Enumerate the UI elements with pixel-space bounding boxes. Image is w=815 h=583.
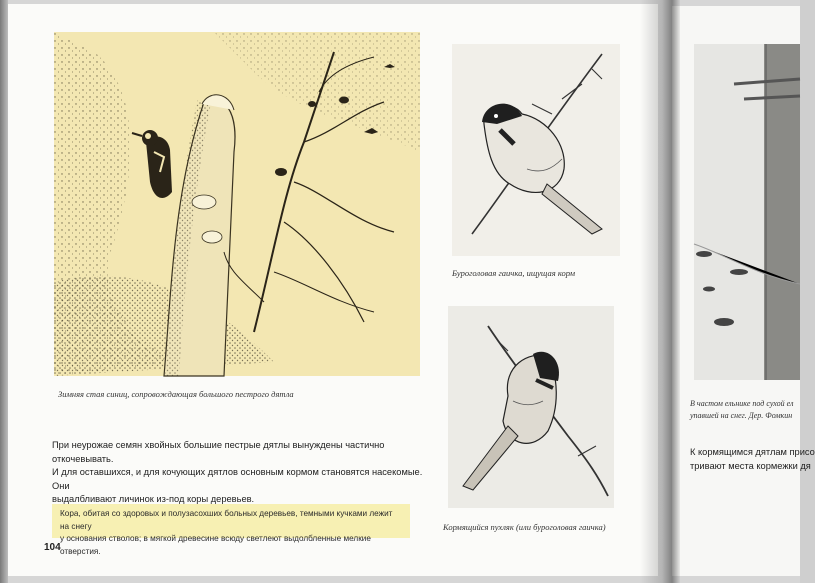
book-gutter	[640, 0, 680, 583]
body-line: тривают места кормежки дя	[690, 460, 811, 471]
page-number: 104	[44, 542, 61, 553]
woodpecker-drawing	[54, 32, 420, 376]
caption-line: упавшей на снег. Дер. Фомкин	[690, 411, 793, 420]
woodpecker-illustration	[54, 32, 420, 376]
body-line: К кормящимся дятлам присо	[690, 447, 815, 457]
right-figure-caption	[690, 398, 800, 422]
callout-line: у основания стволов; в мягкой древесине всюду светлеют выдолбленные мелкие отверстия.	[60, 534, 371, 556]
bottom-right-caption: Кормящийся пухляк (или буроголовая гаичка)	[443, 522, 606, 532]
body-line: И для оставшихся, и для кочующих дятлов основным кормом становятся насекомые. Они	[52, 467, 423, 491]
top-right-caption: Буроголовая гаичка, ищущая корм	[452, 268, 576, 278]
willow-tit-icon	[448, 306, 614, 508]
page-edge	[0, 0, 8, 583]
chickadee-top-illustration	[452, 44, 620, 256]
forest-illustration	[694, 44, 800, 380]
callout-line: Кора, обитая со здоровых и полузасохших больных деревьев, темными кучками лежит на снегу	[60, 509, 393, 531]
forest-drawing	[694, 44, 800, 380]
chickadee-bottom-illustration	[448, 306, 614, 508]
chickadee-icon	[452, 44, 620, 256]
body-line: выдалбливают личинок из-под коры деревьев.	[52, 494, 255, 504]
main-figure-caption: Зимняя стая синиц, сопровождающая большого пестрого дятла	[58, 389, 294, 399]
body-line: При неурожае семян хвойных большие пестрые дятлы вынуждены частично откочевывать.	[52, 440, 385, 464]
body-paragraph	[52, 439, 424, 507]
caption-line: В частом ельнике под сухой ел	[690, 399, 794, 408]
right-body-text	[690, 446, 815, 473]
